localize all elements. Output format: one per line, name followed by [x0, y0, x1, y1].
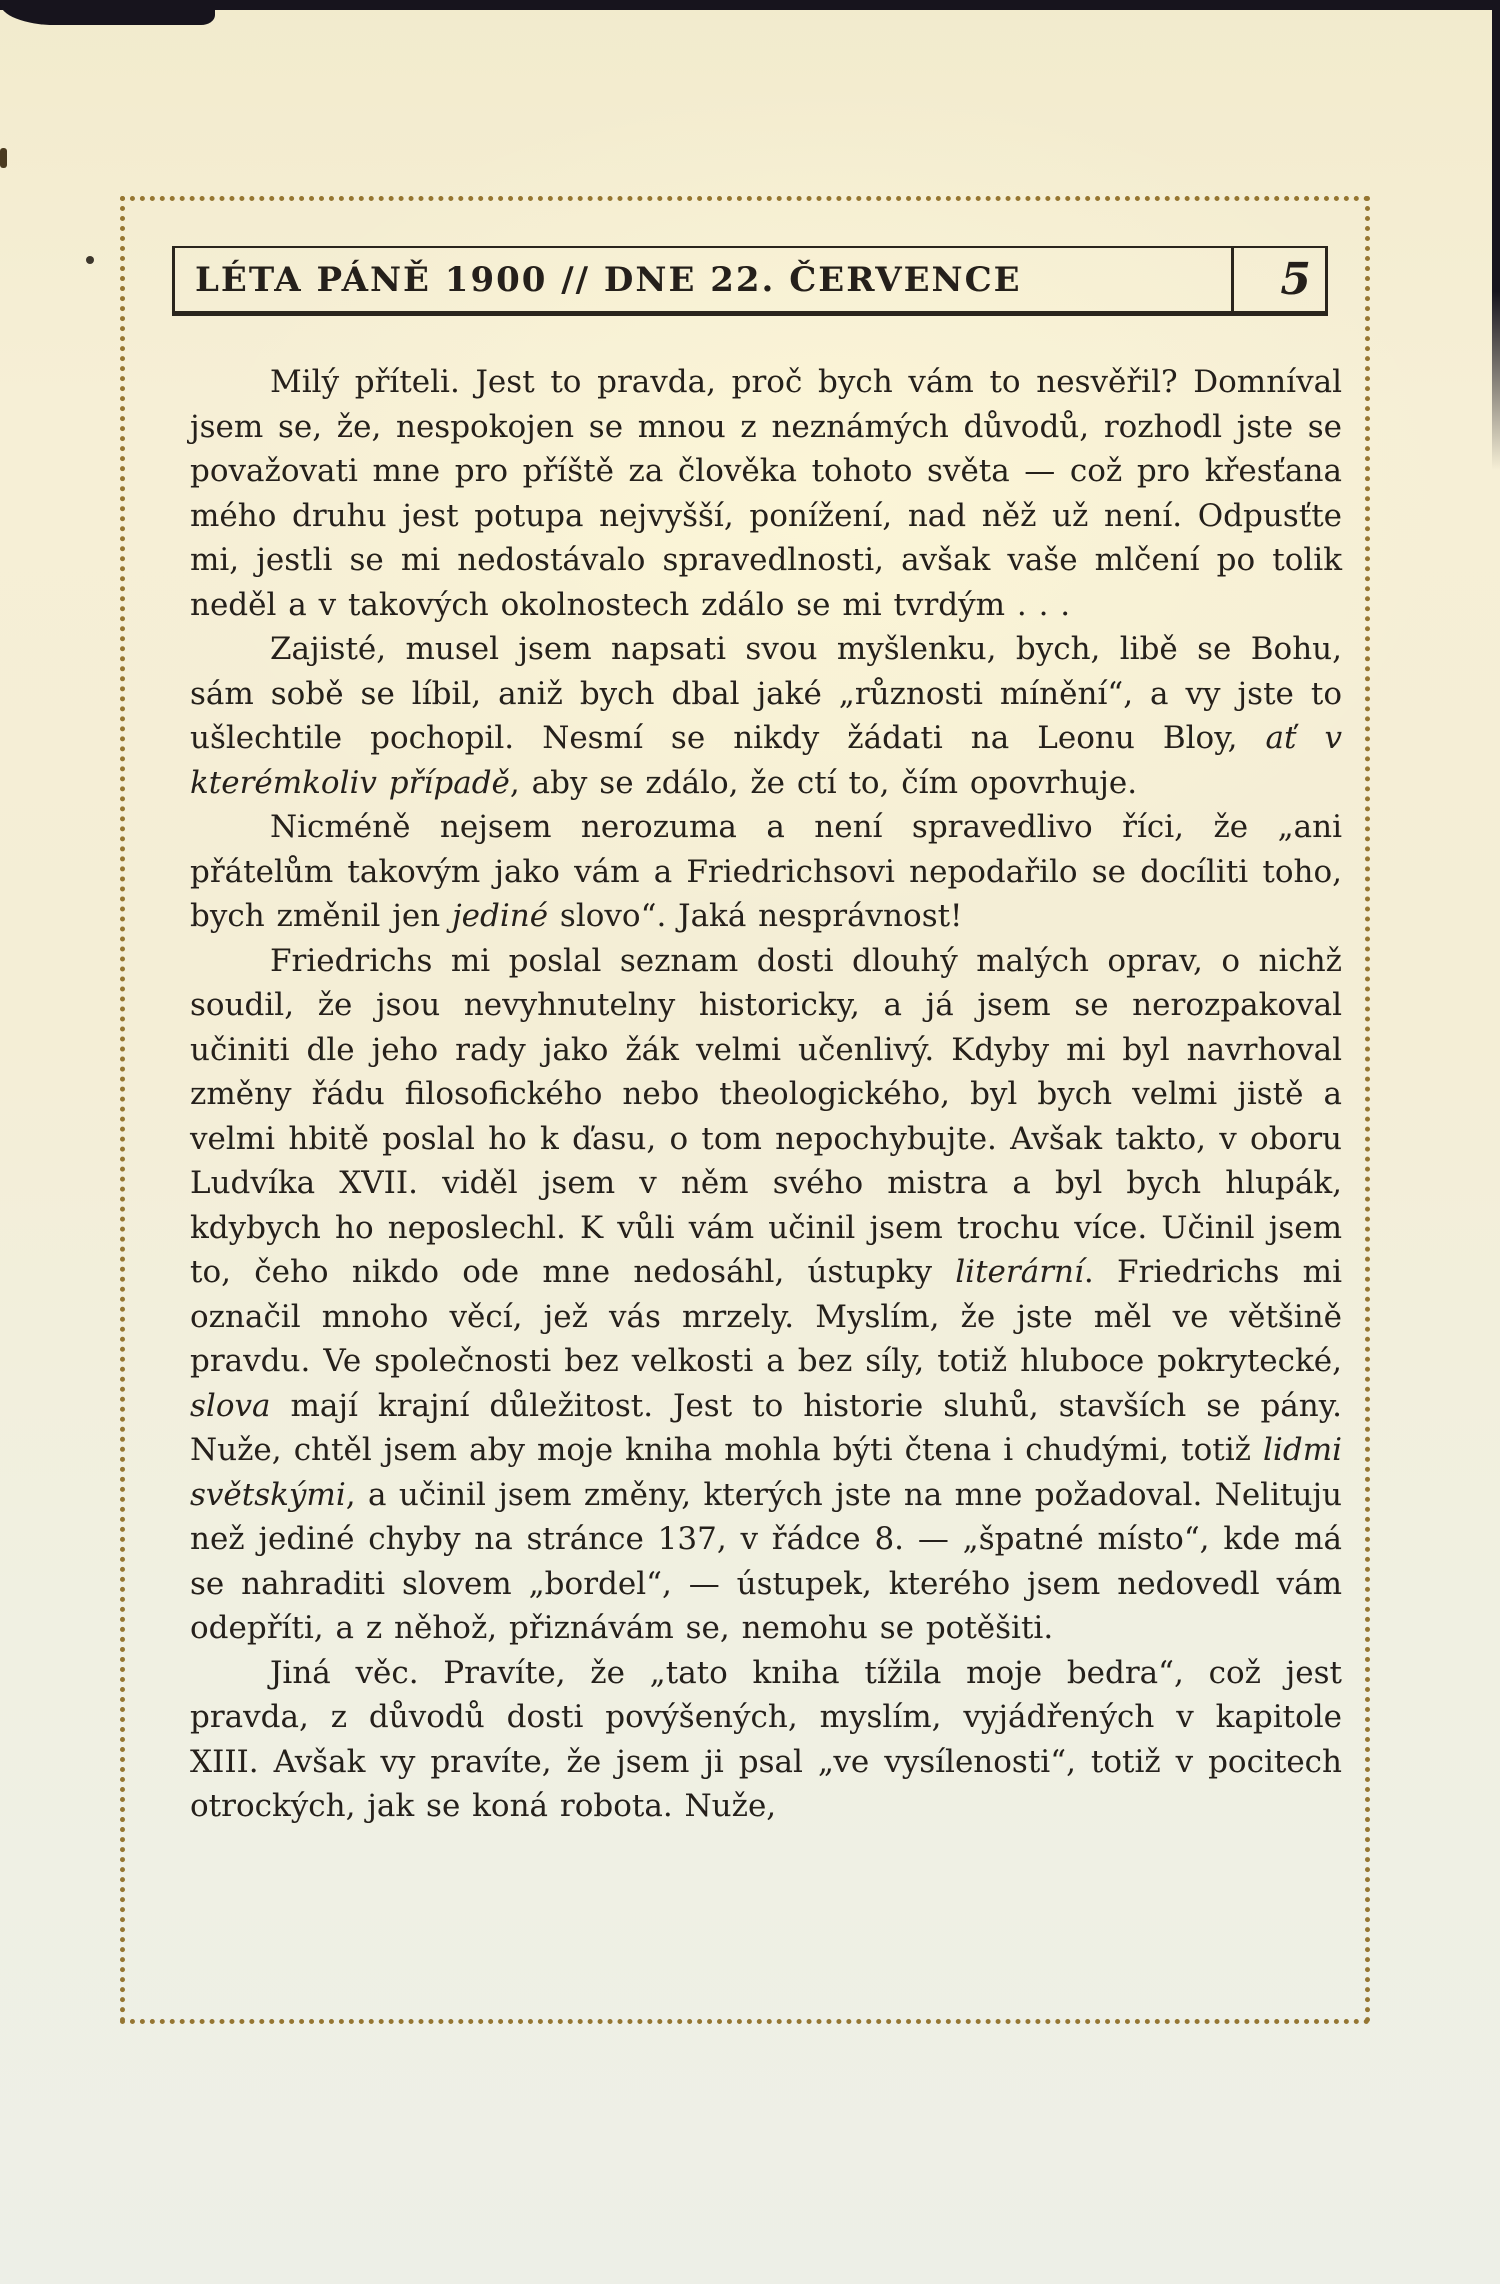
paragraph — [190, 627, 1342, 805]
running-title: LÉTA PÁNĚ 1900 // DNE 22. ČERVENCE — [195, 259, 1022, 300]
paragraph — [190, 360, 1342, 627]
text-run-italic: literární — [955, 1254, 1084, 1290]
scan-speck — [0, 148, 7, 168]
scan-edge-right — [1492, 0, 1500, 470]
paragraph — [190, 939, 1342, 1651]
text-run: , a učinil jsem změny, kterých jste na mne požadoval. Nelituju než jediné chyby na stránce 137, v řádce 8. — „špatné místo“, kde má se nahraditi slovem „bordel“, — ústupek, kterého jsem nedovedl vám odepříti, a z něhož, přiznávám se, nemohu se potěšiti. — [190, 1476, 1342, 1646]
text-run: Milý příteli. Jest to pravda, proč bych vám to nesvěřil? Domníval jsem se, že, nespokojen se mnou z neznámých důvodů, rozhodl jste se považovati mne pro příště za člověka tohoto světa — což pro křesťana mého druhu jest potupa nejvyšší, ponížení, nad něž už není. Odpusťte mi, jestli se mi nedostávalo spravedlnosti, avšak vaše mlčení po tolik neděl a v takových okolnostech zdálo se mi tvrdým . . . — [190, 364, 1342, 623]
text-run: Jiná věc. Pravíte, že „tato kniha tížila moje bedra“, což jest pravda, z důvodů dosti povýšených, myslím, vyjádřených v kapitole XIII. Avšak vy pravíte, že jsem ji psal „ve vysílenosti“, totiž v pocitech otrockých, jak se koná robota. Nuže, — [190, 1654, 1342, 1824]
text-run: , aby se zdálo, že ctí to, čím opovrhuje. — [509, 764, 1138, 801]
text-run-italic: jediné — [452, 898, 549, 934]
text-run-italic: slova — [190, 1387, 271, 1424]
text-run: mají krajní důležitost. Jest to historie sluhů, stavších se pány. Nuže, chtěl jsem aby moje kniha mohla býti čtena i chudými, totiž — [190, 1387, 1342, 1468]
page-header — [172, 246, 1328, 316]
letter-body — [190, 360, 1342, 1829]
paragraph — [190, 1651, 1342, 1829]
page-number: 5 — [1280, 253, 1311, 305]
scan-edge-top — [0, 0, 1500, 10]
paragraph — [190, 805, 1342, 939]
text-run: Friedrichs mi poslal seznam dosti dlouhý malých oprav, o nichž soudil, že jsou nevyhnutelny historicky, a já jsem se nerozpakoval učiniti dle jeho rady jako žák velmi učenlivý. Kdyby mi byl navrhoval změny řádu filosofického nebo theologického, byl bych velmi jistě a velmi hbitě poslal ho k ďasu, o tom nepochybujte. Avšak takto, v oboru Ludvíka XVII. viděl jsem v něm svého mistra a byl bych hlupák, kdybych ho neposlechl. K vůli vám učinil jsem trochu více. Učinil jsem to, čeho nikdo ode mne nedosáhl, ústupky — [190, 942, 1342, 1290]
scan-speck — [86, 256, 94, 264]
text-run: . Friedrichs mi označil mnoho věcí, jež vás mrzely. Myslím, že jste měl ve většině pravdu. Ve společnosti bez velkosti a bez síly, totiž hluboce pokrytecké, — [190, 1254, 1342, 1379]
text-run: Nicméně nejsem nerozuma a není spravedlivo říci, že „ani přátelům takovým jako vám a Friedrichsovi nepodařilo se docíliti toho, bych změnil jen — [190, 809, 1342, 934]
text-run: Zajisté, musel jsem napsati svou myšlenku, bych, libě se Bohu, sám sobě se líbil, aniž bych dbal jaké „různosti mínění“, a vy jste to ušlechtile pochopil. Nesmí se nikdy žádati na Leonu Bloy, — [190, 631, 1342, 756]
text-run-italic: ať v kterémkoliv případě — [190, 720, 1342, 801]
text-run: slovo“. Jaká nesprávnost! — [548, 898, 963, 934]
page-number-cell — [1231, 248, 1325, 311]
text-run-italic: lidmi světskými — [190, 1432, 1342, 1513]
scan-edge-top-left — [0, 0, 215, 25]
